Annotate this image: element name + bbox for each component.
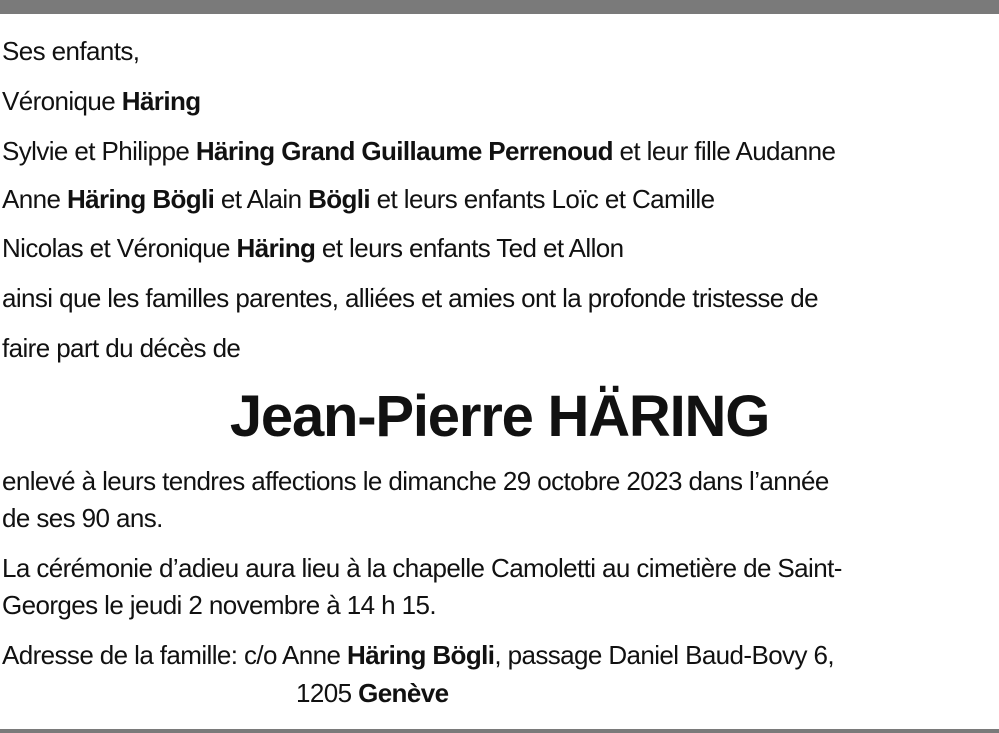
notice-line: [2, 88, 201, 114]
text: Véronique: [2, 86, 122, 116]
notice-line: [2, 505, 163, 531]
text: Ses enfants,: [2, 36, 140, 66]
text: , passage Daniel Baud-Bovy 6,: [494, 640, 834, 670]
surname: Häring Grand Guillaume Perrenoud: [195, 136, 613, 166]
top-rule: [0, 0, 999, 14]
text: La cérémonie d’adieu aura lieu à la chapelle Camoletti au cimetière de Saint-: [2, 553, 842, 583]
text: et Alain: [214, 184, 309, 214]
text: et leur fille Audanne: [612, 136, 836, 166]
notice-line: [2, 592, 436, 618]
text: ainsi que les familles parentes, alliées et amies ont la profonde tristesse de: [2, 283, 818, 313]
text: Nicolas et Véronique: [2, 233, 237, 263]
address-line: [2, 642, 834, 668]
address-line: [296, 680, 448, 706]
text: Georges le jeudi 2 novembre à 14 h 15.: [2, 590, 436, 620]
notice-line: [2, 285, 818, 311]
surname: Bögli: [308, 184, 371, 214]
notice-line: [2, 555, 842, 581]
text: Adresse de la famille: c/o Anne: [2, 640, 348, 670]
text: faire part du décès de: [2, 333, 241, 363]
notice-line: [2, 38, 139, 64]
text: Anne: [2, 184, 67, 214]
notice-line: [2, 335, 240, 361]
notice-line: [2, 468, 829, 494]
notice-line: [2, 235, 623, 261]
text: 1205: [296, 678, 359, 708]
text: et leurs enfants Ted et Allon: [315, 233, 624, 263]
surname: Häring Bögli: [66, 184, 215, 214]
notice-line: [2, 138, 835, 164]
deceased-name: Jean-Pierre HÄRING: [229, 384, 770, 449]
surname: Häring: [121, 86, 201, 116]
surname: Häring Bögli: [347, 640, 495, 670]
text: de ses 90 ans.: [2, 503, 163, 533]
text: Sylvie et Philippe: [2, 136, 196, 166]
text: enlevé à leurs tendres affections le dimanche 29 octobre 2023 dans l’année: [2, 466, 829, 496]
city: Genève: [358, 678, 449, 708]
bottom-rule: [0, 729, 999, 733]
surname: Häring: [236, 233, 316, 263]
text: et leurs enfants Loïc et Camille: [370, 184, 715, 214]
notice-line: [2, 186, 714, 212]
